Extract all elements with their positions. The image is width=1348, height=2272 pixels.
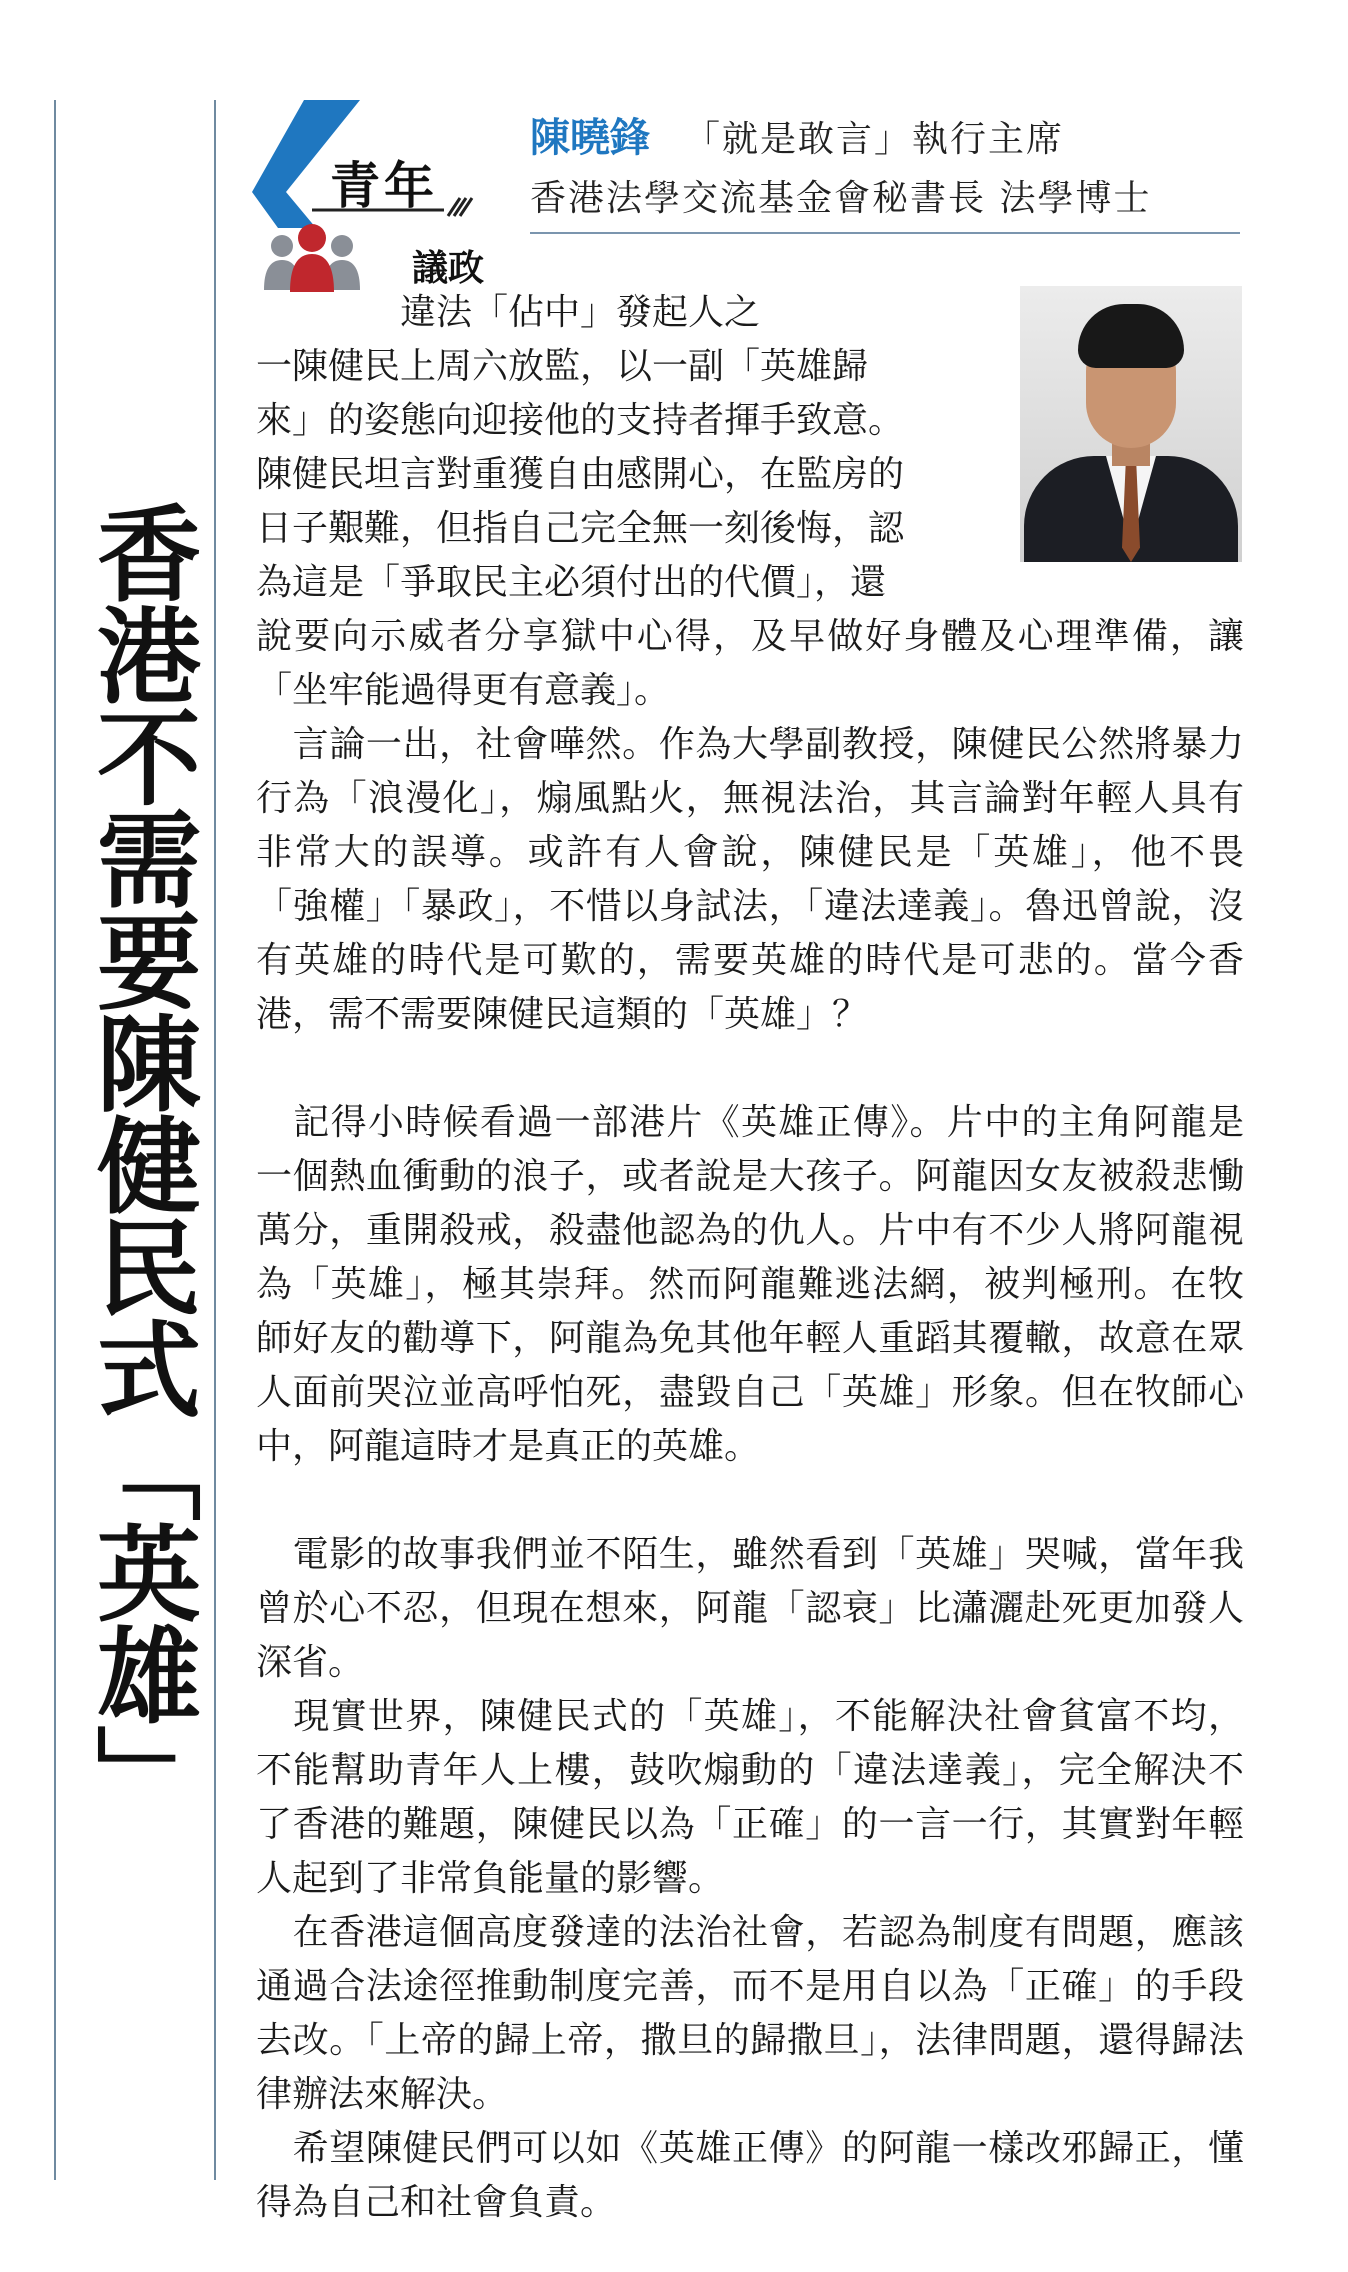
paragraph-line: 為這是「爭取民主必須付出的代價」，還 (256, 562, 887, 603)
paragraph-1-end: 說要向示威者分享獄中心得，及早做好身體及心理準備，讓「坐牢能過得更有意義」。 (256, 616, 1244, 711)
paragraph-3: 記得小時候看過一部港片《英雄正傳》。片中的主角阿龍是一個熱血衝動的浪子，或者說是大孩子。阿龍因女友被殺悲慟萬分，重開殺戒，殺盡他認為的仇人。片中有不少人將阿龍視為「英雄」，極其崇拜。然而阿龍難逃法網，被判極刑。在牧師好友的勸導下，阿龍為免其他年輕人重蹈其覆轍，故意在眾人面前哭泣並高呼怕死，盡毀自己「英雄」形象。但在牧師心中，阿龍這時才是真正的英雄。 (256, 1102, 1244, 1467)
column-name: 青年 (330, 157, 438, 215)
author-role: 「就是敢言」執行主席 (684, 119, 1065, 160)
column-logo (248, 100, 504, 300)
paragraph-line: 陳健民坦言對重獲自由感開心，在監房的 (256, 454, 905, 495)
paragraph-line: 來」的姿態向迎接他的支持者揮手致意。 (256, 400, 905, 441)
paragraph-6: 在香港這個高度發達的法治社會，若認為制度有問題，應該通過合法途徑推動制度完善，而不是用自以為「正確」的手段去改。「上帝的歸上帝，撒旦的歸撒旦」，法律問題，還得歸法律辦法來解決。 (256, 1912, 1244, 2115)
column-divider-rule (214, 100, 216, 2180)
author-portrait (1020, 286, 1242, 562)
paragraph-line: 一陳健民上周六放監，以一副「英雄歸 (256, 346, 869, 387)
paragraph-5: 現實世界，陳健民式的「英雄」，不能解決社會貧富不均，不能幫助青年人上樓，鼓吹煽動的「違法達義」，完全解決不了香港的難題，陳健民以為「正確」的一言一行，其實對年輕人起到了非常負能量的影響。 (256, 1696, 1244, 1899)
byline-rule (530, 232, 1240, 234)
paragraph-1-wrapped (256, 286, 970, 610)
paragraph-line: 日子艱難，但指自己完全無一刻後悔，認 (256, 508, 905, 549)
author-name: 陳曉鋒 (530, 115, 650, 161)
paragraph-4: 電影的故事我們並不陌生，雖然看到「英雄」哭喊，當年我曾於心不忍，但現在想來，阿龍「認衰」比瀟灑赴死更加發人深省。 (256, 1534, 1244, 1683)
paragraph-line: 違法「佔中」發起人之 (400, 292, 761, 333)
column-subname: 議政 (412, 248, 485, 289)
paragraph-7: 希望陳健民們可以如《英雄正傳》的阿龍一樣改邪歸正，懂得為自己和社會負責。 (256, 2128, 1244, 2223)
left-column-rule (54, 100, 56, 2180)
author-titles: 香港法學交流基金會秘書長 法學博士 (530, 178, 1152, 219)
headline: 香港不需要陳健民式「英雄」 (79, 500, 201, 1826)
paragraph-2: 言論一出，社會嘩然。作為大學副教授，陳健民公然將暴力行為「浪漫化」，煽風點火，無視法治，其言論對年輕人具有非常大的誤導。或許有人會說，陳健民是「英雄」，他不畏「強權」「暴政」，不惜以身試法，「違法達義」。魯迅曾說，沒有英雄的時代是可歎的，需要英雄的時代是可悲的。當今香港，需不需要陳健民這類的「英雄」？ (256, 724, 1244, 1035)
author-byline (530, 108, 1240, 230)
